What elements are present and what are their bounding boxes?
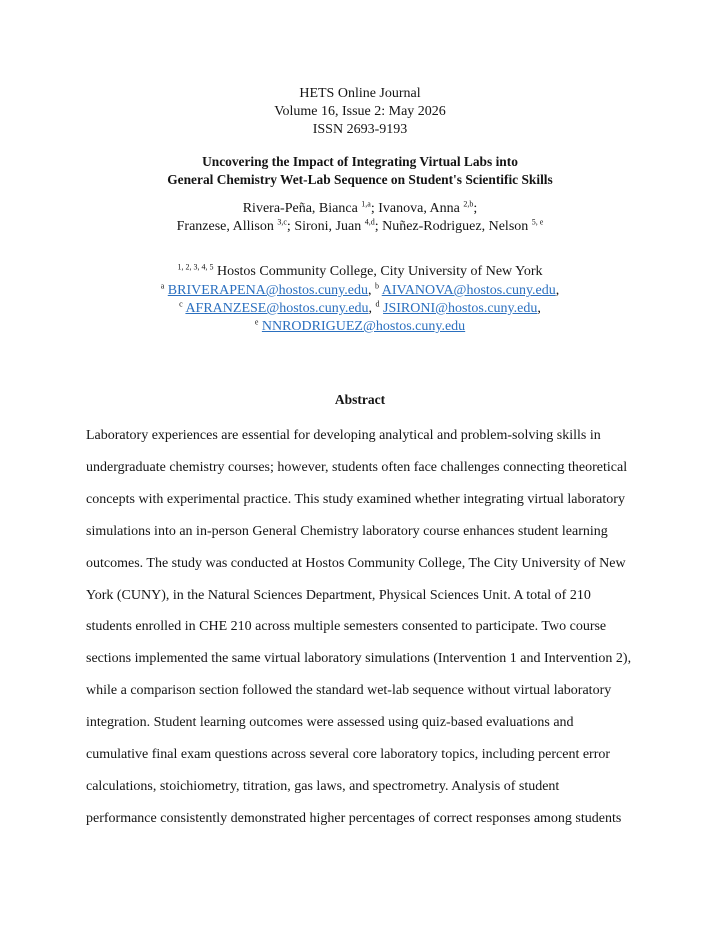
abstract-line: integration. Student learning outcomes were assessed using quiz-based evaluations and — [86, 715, 574, 731]
email-superscript: c — [179, 299, 183, 309]
author-name: Ivanova, Anna — [378, 201, 464, 216]
author-superscript: 1,a — [361, 199, 371, 209]
authors-line-2 — [0, 217, 720, 237]
email-superscript: b — [375, 281, 379, 291]
affiliation-line — [0, 262, 720, 282]
journal-issn: ISSN 2693-9193 — [312, 122, 408, 137]
email-separator: , — [555, 283, 560, 298]
author-separator: ; — [374, 219, 383, 234]
authors-line-1 — [0, 199, 720, 219]
abstract-line: undergraduate chemistry courses; however, students often face challenges connecting theoretical — [86, 459, 628, 475]
abstract-line: students enrolled in CHE 210 across multiple semesters consented to participate. Two course — [86, 619, 607, 635]
author-separator: ; — [370, 201, 379, 216]
author-separator: ; — [473, 201, 478, 216]
author-superscript: 4,d — [364, 217, 375, 227]
email-link-c[interactable]: AFRANZESE@hostos.cuny.edu — [185, 301, 369, 316]
abstract-line: cumulative final exam questions across several core laboratory topics, including percent error — [86, 747, 611, 763]
author-name: Rivera-Peña, Bianca — [242, 201, 362, 216]
affiliation-superscript: 1, 2, 3, 4, 5 — [177, 262, 214, 272]
author-superscript: 3,c — [277, 217, 287, 227]
abstract-line: calculations, stoichiometry, titration, gas laws, and spectrometry. Analysis of student — [86, 778, 560, 794]
email-link-e[interactable]: NNRODRIGUEZ@hostos.cuny.edu — [261, 319, 466, 334]
journal-name: HETS Online Journal — [299, 86, 421, 101]
email-line-1 — [0, 281, 720, 301]
abstract-line: simulations into an in-person General Chemistry laboratory course enhances student learning — [86, 523, 608, 539]
affiliation-text: Hostos Community College, City University of New York — [213, 264, 543, 279]
journal-volume: Volume 16, Issue 2: May 2026 — [274, 104, 446, 119]
author-separator: ; — [286, 219, 295, 234]
email-line-2 — [0, 299, 720, 319]
email-link-d[interactable]: JSIRONI@hostos.cuny.edu — [383, 301, 538, 316]
author-name: Sironi, Juan — [294, 219, 365, 234]
email-link-b[interactable]: AIVANOVA@hostos.cuny.edu — [381, 283, 556, 298]
email-superscript: e — [254, 317, 259, 327]
abstract-line: outcomes. The study was conducted at Hostos Community College, The City University of New — [86, 555, 626, 571]
abstract-line: while a comparison section followed the standard wet-lab sequence without virtual laboratory — [86, 683, 612, 699]
paper-title-line-1: Uncovering the Impact of Integrating Virtual Labs into — [202, 154, 518, 169]
abstract-line: performance consistently demonstrated higher percentages of correct responses among students — [86, 810, 622, 826]
email-superscript: a — [160, 281, 165, 291]
author-name: Nuñez-Rodriguez, Nelson — [382, 219, 532, 234]
abstract-heading: Abstract — [334, 392, 386, 407]
author-superscript: 5, e — [531, 217, 544, 227]
email-superscript: d — [375, 299, 380, 309]
email-link-a[interactable]: BRIVERAPENA@hostos.cuny.edu — [167, 283, 368, 298]
author-name: Franzese, Allison — [176, 219, 278, 234]
abstract-line: concepts with experimental practice. This study examined whether integrating virtual laboratory — [86, 491, 625, 507]
abstract-line: Laboratory experiences are essential for developing analytical and problem-solving skills in — [86, 428, 601, 443]
author-superscript: 2,b — [463, 199, 474, 209]
abstract-line: York (CUNY), in the Natural Sciences Department, Physical Sciences Unit. A total of 210 — [86, 587, 591, 603]
email-separator: , — [537, 301, 541, 316]
email-separator: , — [368, 301, 376, 316]
email-line-3 — [0, 317, 720, 337]
paper-title-line-2: General Chemistry Wet-Lab Sequence on Student's Scientific Skills — [167, 172, 553, 187]
abstract-body — [86, 420, 646, 835]
abstract-line: sections implemented the same virtual laboratory simulations (Intervention 1 and Intervention 2), — [86, 651, 632, 667]
email-separator: , — [368, 283, 375, 298]
